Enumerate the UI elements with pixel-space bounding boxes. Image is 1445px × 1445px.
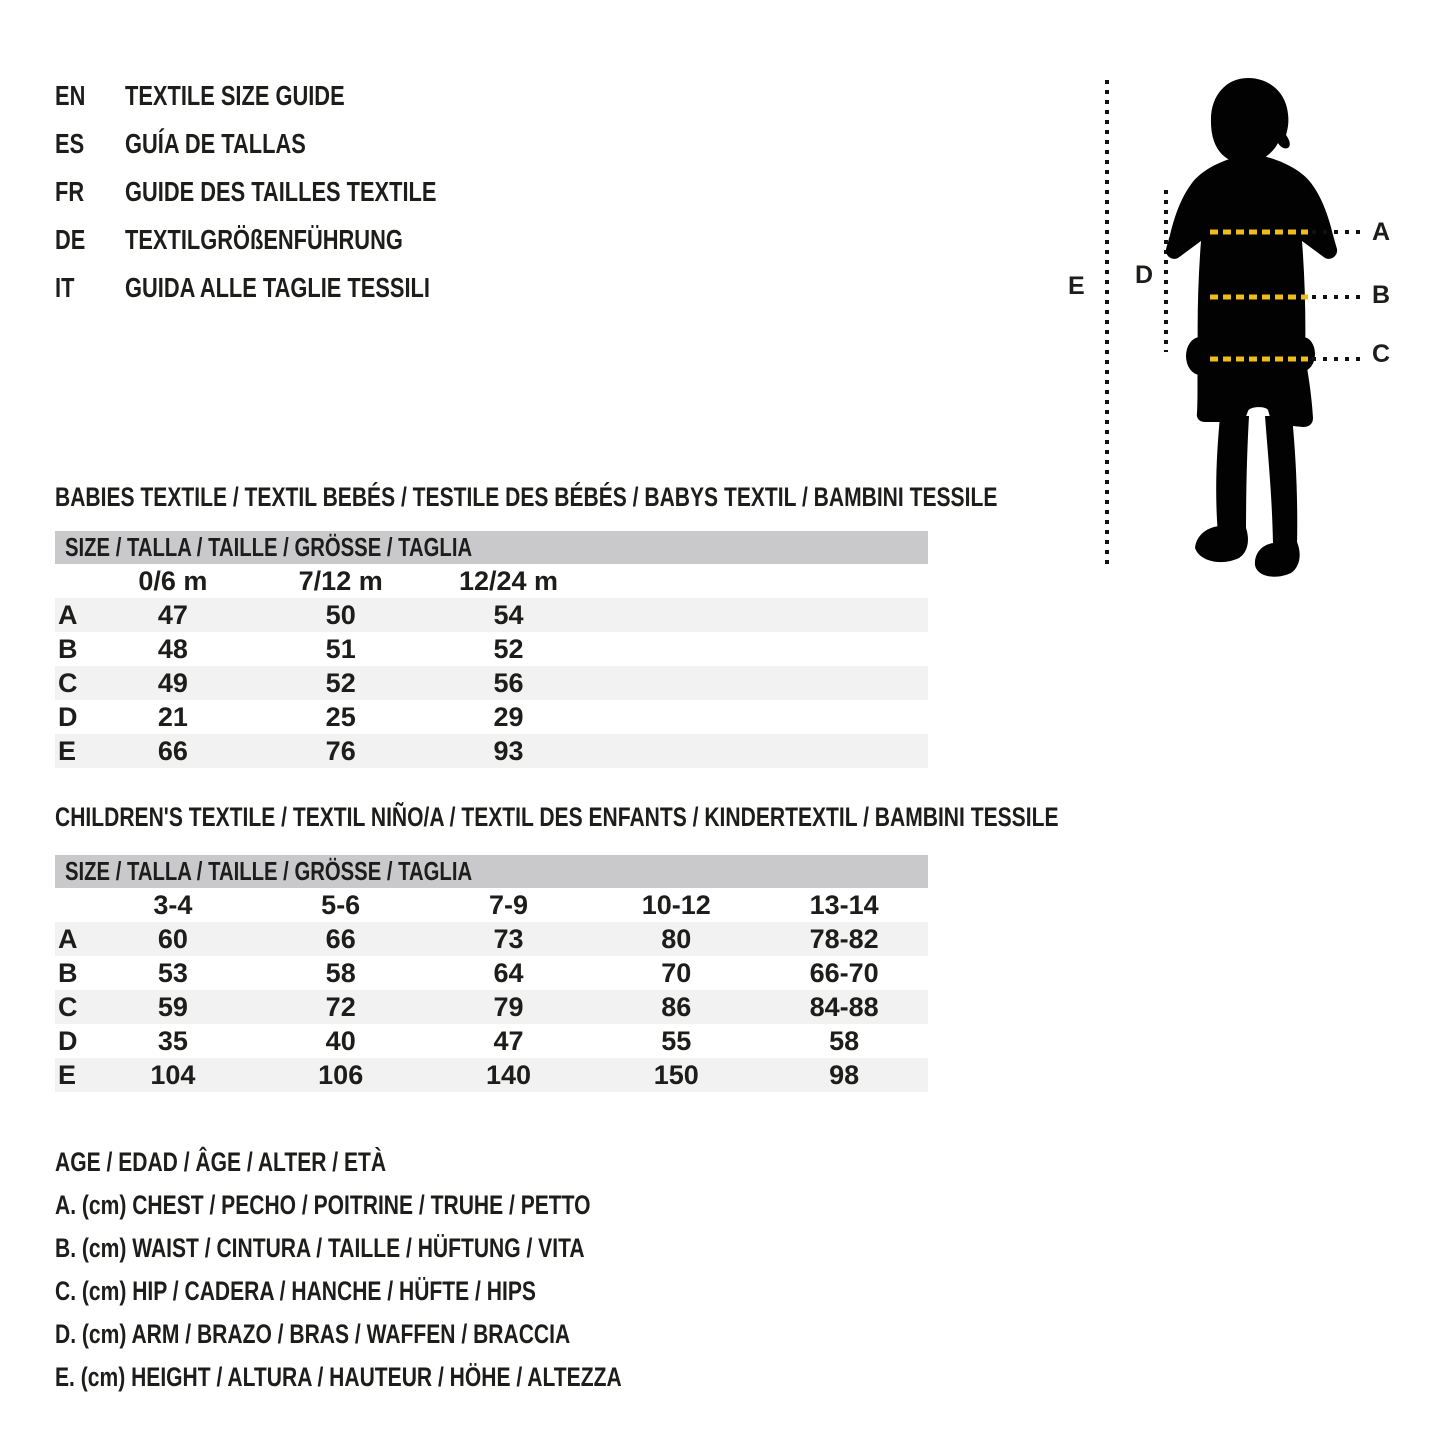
table-row [55, 734, 928, 768]
children-column-header-row [55, 888, 928, 922]
table-cell: 35 [157, 1025, 188, 1056]
children-col-header: 5-6 [321, 889, 361, 920]
babies-col-header: 12/24 m [458, 565, 559, 596]
table-cell: 140 [485, 1059, 532, 1090]
legend-arm: D. (cm) ARM / BRAZO / BRAS / WAFFEN / BRACCIA [55, 1319, 571, 1349]
empty-cell [592, 734, 760, 768]
table-cell: 78-82 [809, 923, 879, 954]
lang-code-es: ES [55, 128, 85, 159]
table-cell: 29 [493, 701, 524, 732]
lang-code-en: EN [55, 80, 86, 111]
table-cell: 51 [325, 633, 356, 664]
figure-label-chest-a: A [1372, 218, 1391, 246]
table-row [55, 700, 928, 734]
row-label: A [58, 923, 78, 954]
silhouette-shirt [1166, 155, 1337, 361]
table-cell: 93 [493, 735, 524, 766]
table-row [55, 598, 928, 632]
table-cell: 59 [157, 991, 188, 1022]
table-cell: 106 [318, 1059, 364, 1090]
table-row [55, 990, 928, 1024]
table-row [55, 632, 928, 666]
babies-size-header-bar: SIZE / TALLA / TAILLE / GRÖSSE / TAGLIA [55, 531, 928, 564]
babies-column-header-row [55, 564, 928, 598]
table-cell: 40 [325, 1025, 356, 1056]
table-cell: 21 [157, 701, 188, 732]
legend-age: AGE / EDAD / ÂGE / ALTER / ETÀ [55, 1147, 387, 1177]
table-cell: 98 [829, 1059, 860, 1090]
empty-cell [592, 666, 760, 700]
figure-label-hip-c: C [1372, 340, 1391, 368]
row-label: C [58, 991, 78, 1022]
table-cell: 56 [493, 667, 524, 698]
children-size-header-bar: SIZE / TALLA / TAILLE / GRÖSSE / TAGLIA [55, 855, 928, 888]
table-cell: 55 [661, 1025, 692, 1056]
children-col-header: 13-14 [809, 889, 879, 920]
table-cell: 72 [325, 991, 356, 1022]
table-row [55, 666, 928, 700]
legend-waist: B. (cm) WAIST / CINTURA / TAILLE / HÜFTUNG / VITA [55, 1233, 585, 1263]
title-row-en [55, 72, 524, 120]
table-cell: 76 [325, 735, 356, 766]
babies-section-title: BABIES TEXTILE / TEXTIL BEBÉS / TESTILE DES BÉBÉS / BABYS TEXTIL / BAMBINI TESSILE [55, 482, 998, 512]
empty-cell [55, 564, 89, 598]
table-cell: 150 [653, 1059, 699, 1090]
silhouette-shorts [1197, 356, 1313, 427]
empty-cell [760, 666, 928, 700]
title-row-it [55, 264, 524, 312]
table-cell: 104 [150, 1059, 196, 1090]
table-cell: 66 [325, 923, 356, 954]
row-label: E [58, 735, 77, 766]
empty-cell [760, 734, 928, 768]
silhouette-right-leg [1265, 416, 1297, 546]
legend-hip: C. (cm) HIP / CADERA / HANCHE / HÜFTE / HIPS [55, 1276, 536, 1306]
babies-col-header: 0/6 m [138, 565, 208, 596]
babies-size-table [55, 531, 928, 768]
figure-label-arm-d: D [1135, 261, 1154, 289]
title-row-fr [55, 168, 524, 216]
empty-cell [760, 700, 928, 734]
empty-cell [592, 700, 760, 734]
empty-cell [592, 564, 760, 598]
children-size-table [55, 855, 928, 1092]
row-label: C [58, 667, 78, 698]
lang-code-fr: FR [55, 176, 85, 207]
empty-cell [592, 598, 760, 632]
row-label: D [58, 1025, 78, 1056]
table-cell: 79 [493, 991, 524, 1022]
table-cell: 64 [493, 957, 524, 988]
table-row [55, 1024, 928, 1058]
title-block [55, 72, 524, 312]
title-row-es [55, 120, 524, 168]
children-col-header: 3-4 [153, 889, 193, 920]
table-row [55, 956, 928, 990]
figure-label-height-e: E [1068, 272, 1085, 300]
title-it: GUIDA ALLE TAGLIE TESSILI [125, 272, 430, 303]
empty-cell [760, 632, 928, 666]
table-cell: 58 [325, 957, 356, 988]
silhouette-left-shoe [1195, 526, 1248, 562]
title-de: TEXTILGRÖßENFÜHRUNG [125, 224, 403, 255]
row-label: A [58, 599, 78, 630]
table-cell: 53 [157, 957, 188, 988]
row-label: B [58, 957, 78, 988]
empty-cell [760, 564, 928, 598]
empty-cell [592, 632, 760, 666]
lang-code-de: DE [55, 224, 86, 255]
row-label: D [58, 701, 78, 732]
lang-code-it: IT [55, 272, 75, 303]
table-cell: 47 [493, 1025, 524, 1056]
table-cell: 70 [661, 957, 692, 988]
measurement-legend [55, 1141, 781, 1399]
children-section-title: CHILDREN'S TEXTILE / TEXTIL NIÑO/A / TEXTIL DES ENFANTS / KINDERTEXTIL / BAMBINI TESSILE [55, 802, 1059, 832]
title-row-de [55, 216, 524, 264]
row-label: E [58, 1059, 77, 1090]
table-row [55, 922, 928, 956]
row-label: B [58, 633, 78, 664]
table-cell: 66 [157, 735, 188, 766]
table-row [55, 1058, 928, 1092]
table-cell: 49 [157, 667, 188, 698]
table-cell: 48 [157, 633, 188, 664]
table-cell: 80 [661, 923, 692, 954]
legend-chest: A. (cm) CHEST / PECHO / POITRINE / TRUHE / PETTO [55, 1190, 591, 1220]
babies-col-header: 7/12 m [298, 565, 383, 596]
children-col-header: 7-9 [488, 889, 528, 920]
table-cell: 60 [157, 923, 188, 954]
table-cell: 84-88 [809, 991, 879, 1022]
table-cell: 50 [325, 599, 356, 630]
table-cell: 73 [493, 923, 524, 954]
empty-cell [760, 598, 928, 632]
children-col-header: 10-12 [641, 889, 711, 920]
table-cell: 52 [493, 633, 524, 664]
table-cell: 58 [829, 1025, 860, 1056]
table-cell: 47 [157, 599, 188, 630]
title-fr: GUIDE DES TAILLES TEXTILE [125, 176, 437, 207]
table-cell: 25 [325, 701, 356, 732]
legend-height: E. (cm) HEIGHT / ALTURA / HAUTEUR / HÖHE / ALTEZZA [55, 1362, 622, 1392]
title-en: TEXTILE SIZE GUIDE [125, 80, 345, 111]
empty-cell [55, 888, 89, 922]
silhouette-left-leg [1216, 416, 1249, 536]
title-es: GUÍA DE TALLAS [125, 128, 306, 159]
figure-label-waist-b: B [1372, 281, 1391, 309]
table-cell: 52 [325, 667, 356, 698]
table-cell: 86 [661, 991, 692, 1022]
table-cell: 54 [493, 599, 524, 630]
table-cell: 66-70 [809, 957, 879, 988]
silhouette-right-shoe [1255, 542, 1300, 577]
